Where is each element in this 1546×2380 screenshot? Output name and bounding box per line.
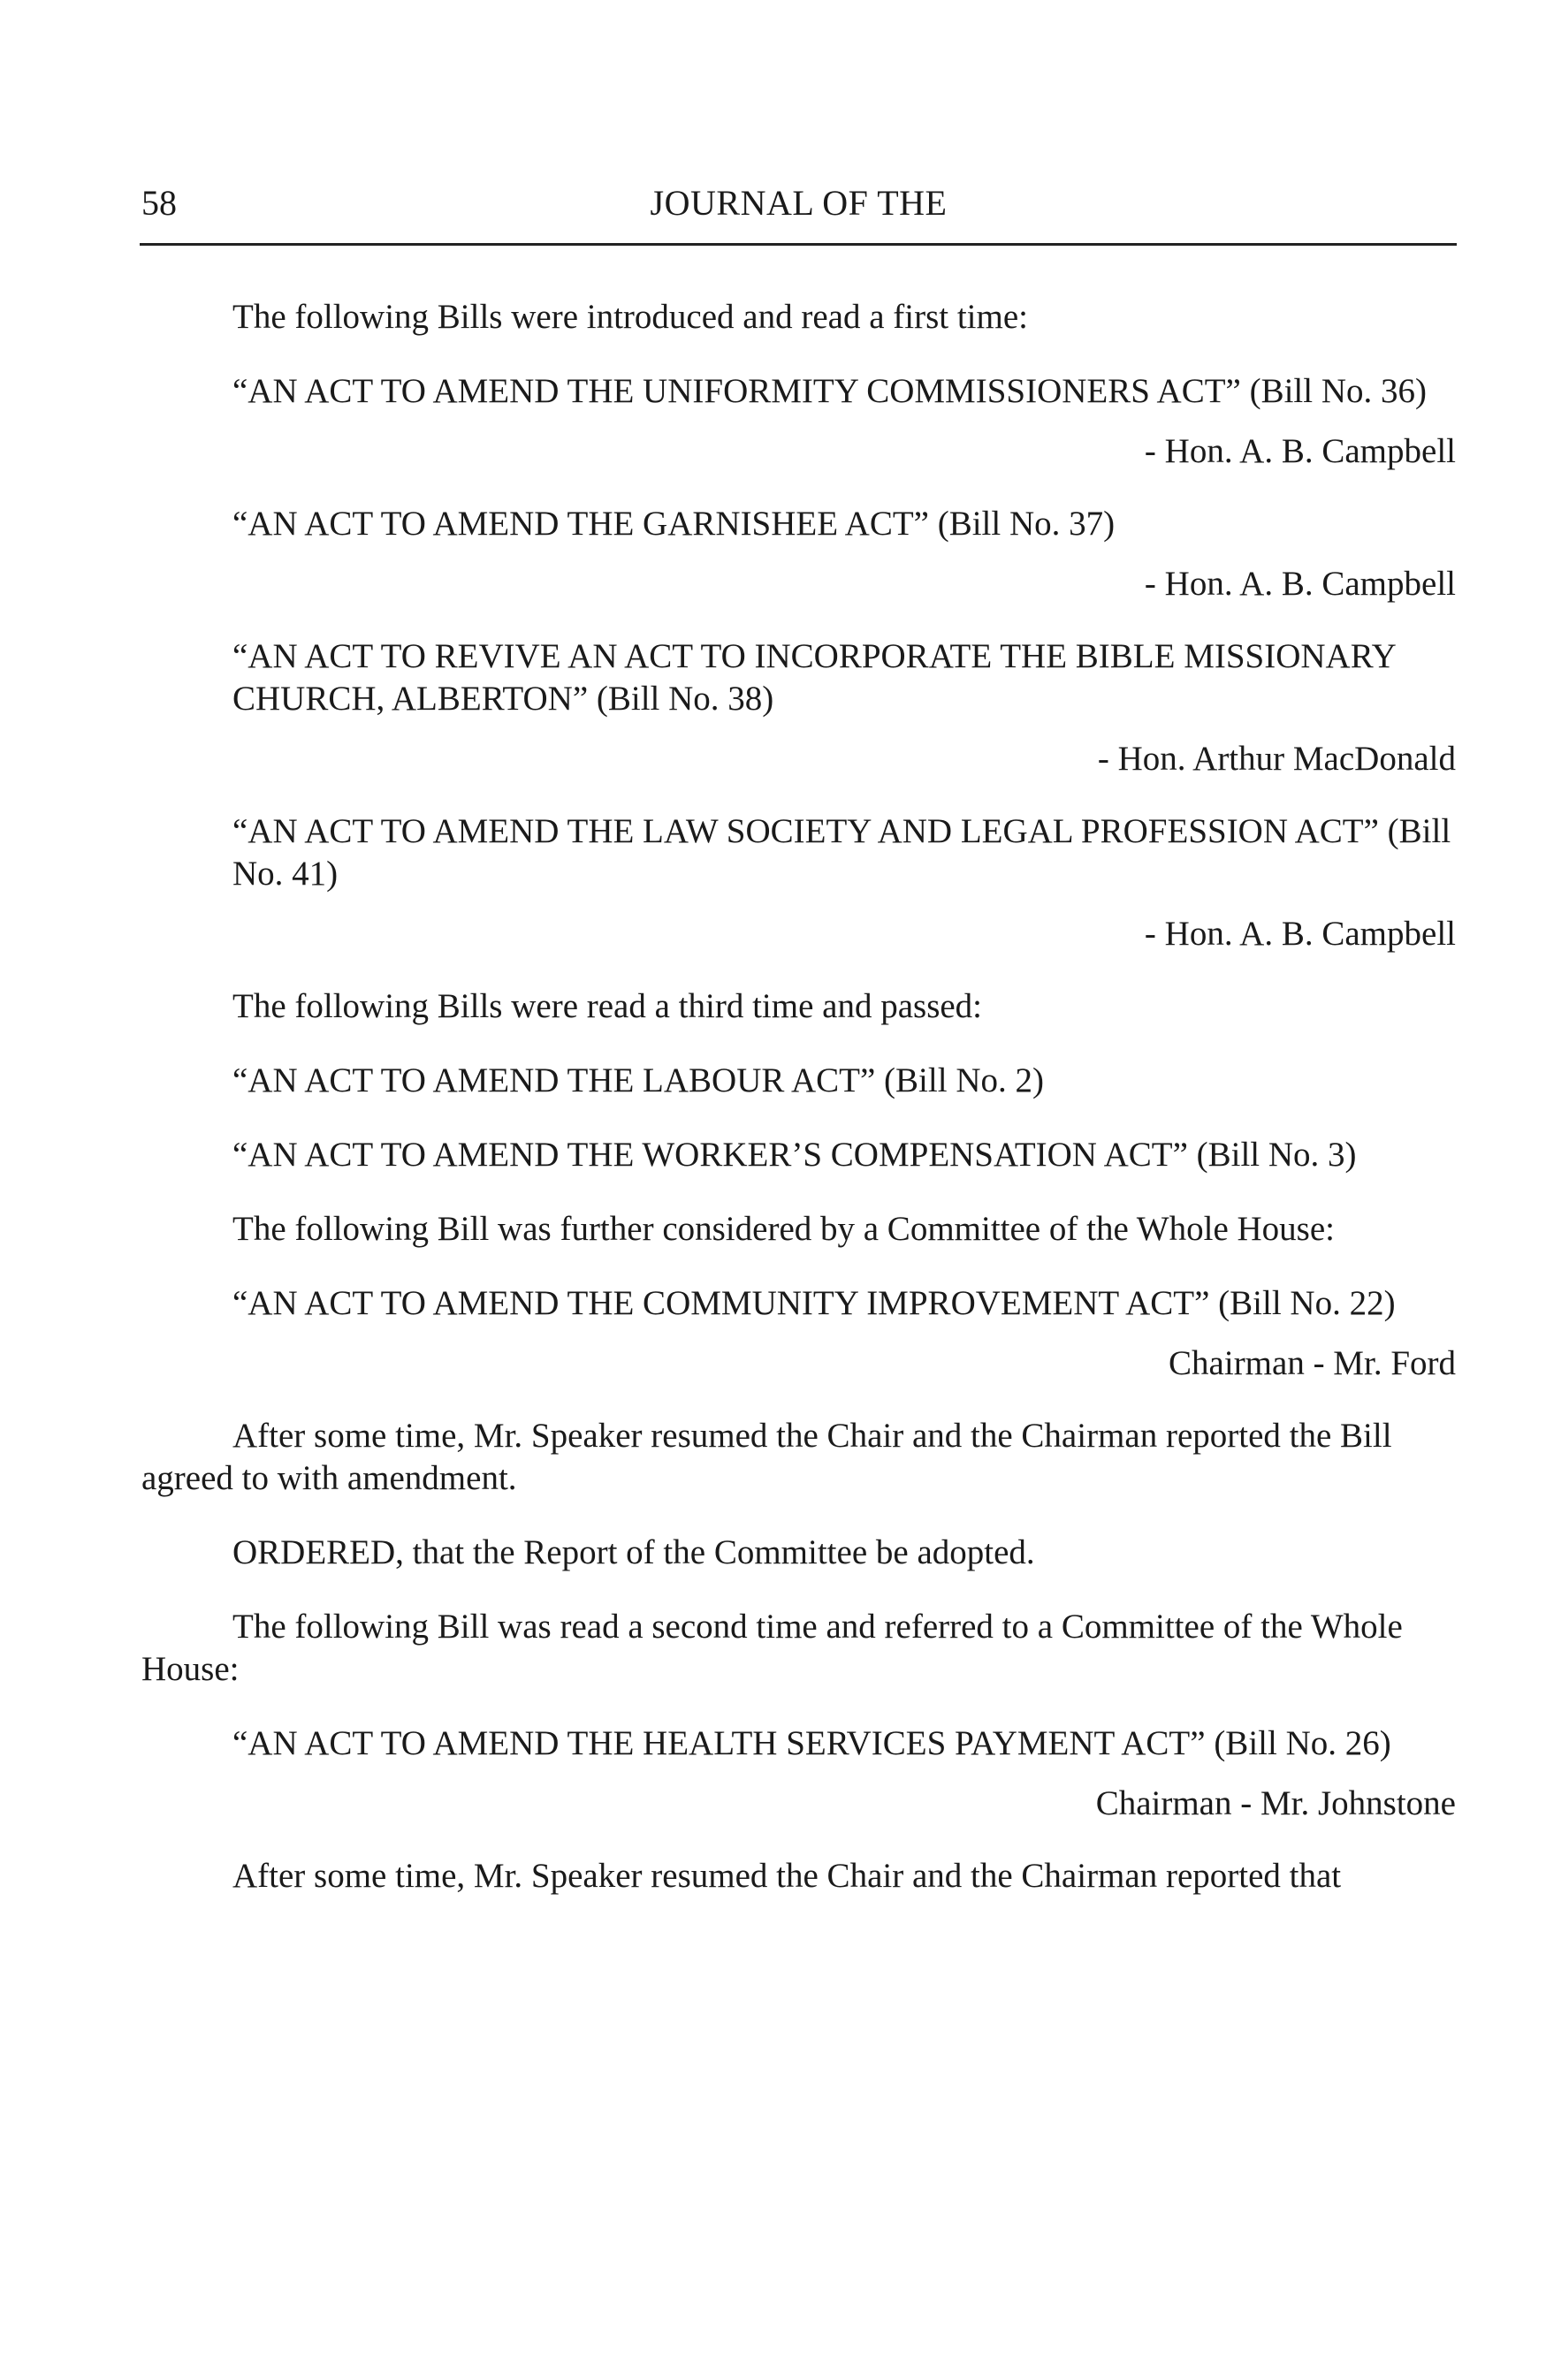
page-number: 58 bbox=[141, 183, 177, 223]
bill-38-sponsor: - Hon. Arthur MacDonald bbox=[1097, 740, 1456, 778]
running-head: JOURNAL OF THE bbox=[650, 183, 948, 223]
third-reading-intro: The following Bills were read a third time and passed: bbox=[232, 987, 983, 1025]
bill-3-title: “AN ACT TO AMEND THE WORKER’S COMPENSATION ACT” (Bill No. 3) bbox=[232, 1136, 1357, 1174]
bill-26-title: “AN ACT TO AMEND THE HEALTH SERVICES PAYMENT ACT” (Bill No. 26) bbox=[232, 1724, 1391, 1762]
bill-41-title: “AN ACT TO AMEND THE LAW SOCIETY AND LEGAL PROFESSION ACT” (Bill No. 41) bbox=[232, 812, 1451, 893]
bill-38-title: “AN ACT TO REVIVE AN ACT TO INCORPORATE THE BIBLE MISSIONARY CHURCH, ALBERTON” (Bill No. 38) bbox=[232, 637, 1396, 718]
bill-22-title: “AN ACT TO AMEND THE COMMUNITY IMPROVEMENT ACT” (Bill No. 22) bbox=[232, 1284, 1396, 1322]
first-reading-intro: The following Bills were introduced and read a first time: bbox=[232, 298, 1028, 336]
bill-2-title: “AN ACT TO AMEND THE LABOUR ACT” (Bill No. 2) bbox=[232, 1061, 1044, 1099]
ordered-adoption: ORDERED, that the Report of the Committee be adopted. bbox=[232, 1533, 1035, 1571]
header-rule bbox=[140, 243, 1457, 246]
bill-36-title: “AN ACT TO AMEND THE UNIFORMITY COMMISSIONERS ACT” (Bill No. 36) bbox=[232, 372, 1428, 410]
bill-37-title: “AN ACT TO AMEND THE GARNISHEE ACT” (Bill No. 37) bbox=[232, 505, 1116, 543]
second-reading-intro: The following Bill was read a second time and referred to a Committee of the Whole House: bbox=[141, 1608, 1403, 1688]
page-header bbox=[141, 177, 1456, 230]
journal-body bbox=[141, 296, 1456, 1929]
committee-report-22: After some time, Mr. Speaker resumed the Chair and the Chairman reported the Bill agreed to with amendment. bbox=[141, 1417, 1392, 1497]
bill-22-chairman: Chairman - Mr. Ford bbox=[1169, 1344, 1456, 1382]
committee-intro: The following Bill was further considered by a Committee of the Whole House: bbox=[232, 1210, 1335, 1248]
bill-41-sponsor: - Hon. A. B. Campbell bbox=[1144, 915, 1456, 953]
bill-36-sponsor: - Hon. A. B. Campbell bbox=[1144, 432, 1456, 470]
bill-37-sponsor: - Hon. A. B. Campbell bbox=[1144, 565, 1456, 603]
bill-26-chairman: Chairman - Mr. Johnstone bbox=[1095, 1784, 1456, 1822]
committee-report-26: After some time, Mr. Speaker resumed the Chair and the Chairman reported that bbox=[232, 1857, 1342, 1895]
